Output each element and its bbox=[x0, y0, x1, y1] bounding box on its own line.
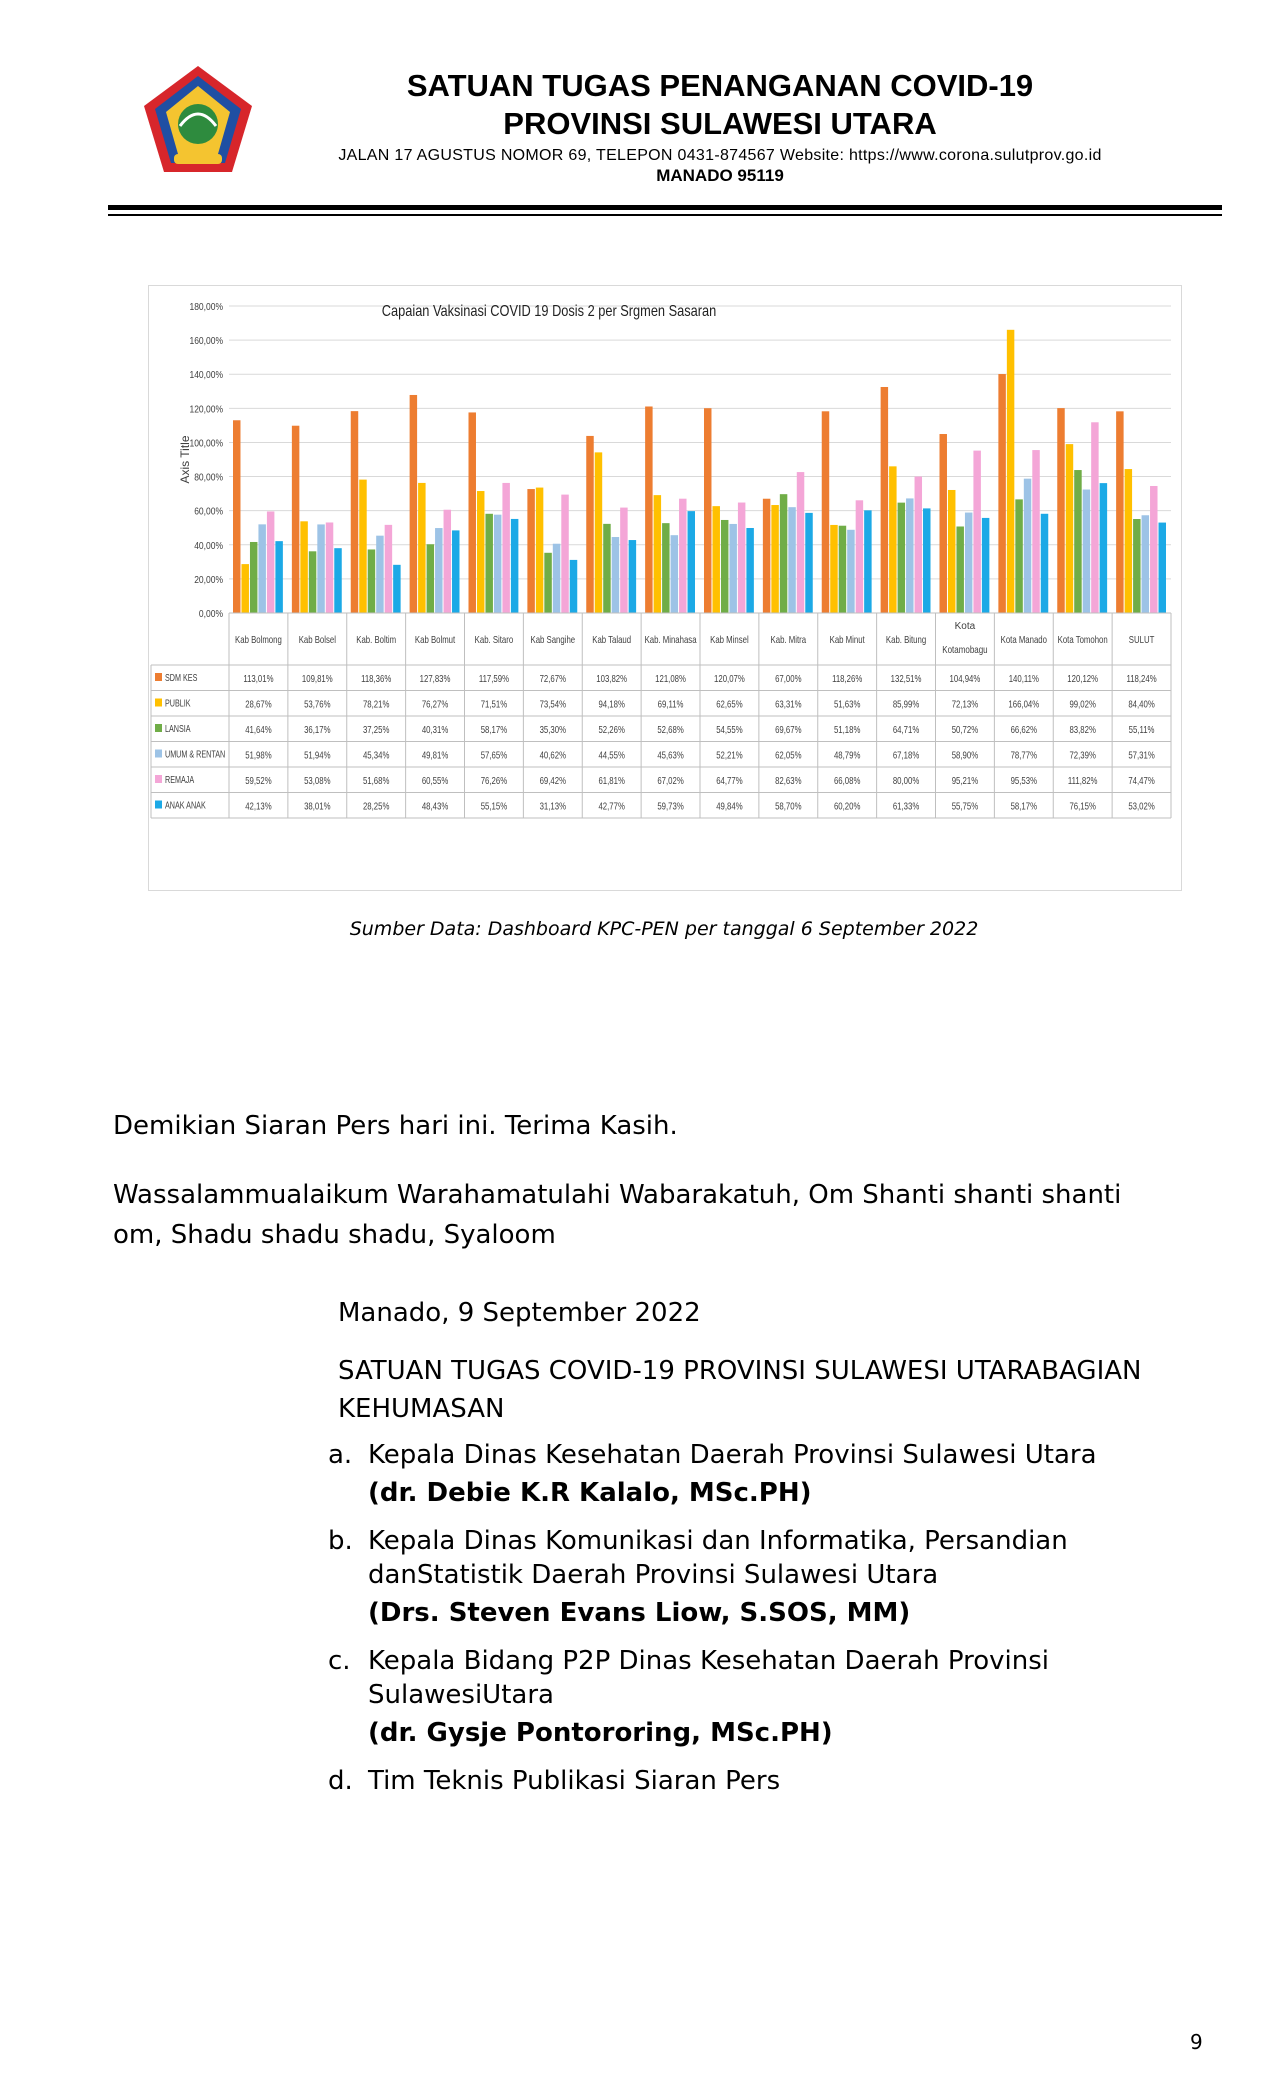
bar bbox=[1024, 479, 1031, 613]
y-tick-label: 180,00% bbox=[189, 301, 223, 313]
y-tick-label: 140,00% bbox=[189, 369, 223, 381]
x-tick-label: Kab Minut bbox=[829, 634, 865, 646]
data-label: 85,99% bbox=[892, 698, 920, 710]
data-label: 53,76% bbox=[304, 698, 331, 710]
list-item bbox=[320, 1644, 1180, 1750]
bar bbox=[1015, 499, 1022, 613]
bar bbox=[948, 490, 955, 613]
signatory-title: Kepala Dinas Komunikasi dan Informatika, Persandian danStatistik Daerah Provinsi Sulawesi Utara bbox=[368, 1526, 1068, 1590]
closing-paragraph: Demikian Siaran Pers hari ini. Terima Kasih. bbox=[113, 1111, 678, 1141]
bar bbox=[797, 472, 804, 613]
bar bbox=[1083, 490, 1090, 613]
data-label: 84,40% bbox=[1128, 698, 1155, 710]
legend-label: LANSIA bbox=[165, 722, 191, 735]
bar bbox=[275, 541, 282, 613]
data-label: 64,71% bbox=[892, 724, 920, 736]
bar bbox=[956, 526, 963, 613]
y-axis-label: Axis Title bbox=[178, 435, 192, 484]
data-label: 67,00% bbox=[775, 673, 802, 685]
data-label: 118,24% bbox=[1126, 673, 1157, 685]
bar bbox=[300, 521, 307, 613]
data-label: 67,18% bbox=[892, 749, 920, 761]
signatory-name: (dr. Debie K.R Kalalo, MSc.PH) bbox=[368, 1478, 812, 1508]
data-label: 59,73% bbox=[657, 800, 684, 812]
y-tick-label: 40,00% bbox=[194, 540, 223, 551]
x-tick-label: Kab Talaud bbox=[592, 634, 632, 646]
data-label: 51,68% bbox=[362, 775, 390, 787]
signatory-name: (dr. Gysje Pontororing, MSc.PH) bbox=[368, 1718, 833, 1748]
data-label: 69,42% bbox=[539, 775, 567, 787]
data-label: 104,94% bbox=[949, 673, 981, 685]
x-tick-label: Kota Tomohon bbox=[1057, 634, 1108, 646]
bar bbox=[721, 520, 728, 613]
agency-city: MANADO 95119 bbox=[656, 166, 784, 185]
data-label: 72,39% bbox=[1069, 749, 1096, 761]
bar bbox=[679, 499, 686, 613]
bar bbox=[805, 513, 812, 613]
data-label: 95,21% bbox=[951, 775, 979, 787]
legend-key bbox=[155, 724, 162, 732]
bar bbox=[965, 513, 972, 613]
x-tick-label: Kab. Mitra bbox=[770, 634, 807, 646]
data-label: 80,00% bbox=[892, 775, 920, 787]
data-label: 51,94% bbox=[304, 749, 331, 761]
bar bbox=[940, 434, 947, 613]
data-label: 61,81% bbox=[598, 775, 625, 787]
data-label: 45,63% bbox=[657, 749, 684, 761]
data-label: 69,67% bbox=[775, 724, 802, 736]
bar bbox=[427, 544, 434, 613]
agency-title: SATUAN TUGAS PENANGANAN COVID-19 bbox=[406, 68, 1034, 103]
bar bbox=[317, 524, 324, 613]
bar bbox=[410, 395, 417, 613]
data-label: 63,31% bbox=[775, 698, 802, 710]
bar bbox=[898, 503, 905, 613]
bar bbox=[712, 506, 719, 613]
bar bbox=[435, 528, 442, 613]
bar bbox=[376, 536, 383, 613]
data-label: 76,27% bbox=[421, 698, 449, 710]
data-label: 99,02% bbox=[1069, 698, 1096, 710]
data-label: 41,64% bbox=[245, 724, 272, 736]
list-marker: c. bbox=[328, 1646, 351, 1676]
vaccination-chart bbox=[148, 285, 1182, 891]
bar bbox=[1007, 330, 1014, 613]
list-item bbox=[320, 1438, 1180, 1510]
bar bbox=[1032, 450, 1039, 613]
greeting-paragraph: Wassalammualaikum Warahamatulahi Wabarakatuh, Om Shanti shanti shanti om, Shadu shadu shadu, Syaloom bbox=[113, 1180, 1122, 1250]
data-label: 51,98% bbox=[245, 749, 272, 761]
place-date: Manado, 9 September 2022 bbox=[338, 1298, 701, 1328]
data-label: 58,90% bbox=[951, 749, 979, 761]
list-marker: b. bbox=[328, 1526, 353, 1556]
data-label: 58,17% bbox=[1010, 800, 1038, 812]
x-tick-label: Kab. Bitung bbox=[885, 634, 927, 646]
data-label: 36,17% bbox=[304, 724, 331, 736]
data-label: 94,18% bbox=[598, 698, 625, 710]
bar bbox=[645, 406, 652, 613]
bar bbox=[998, 374, 1005, 613]
y-tick-label: 160,00% bbox=[189, 335, 223, 347]
data-label: 60,20% bbox=[833, 800, 861, 812]
signatory-title: Kepala Bidang P2P Dinas Kesehatan Daerah Provinsi SulawesiUtara bbox=[368, 1646, 1049, 1710]
bar bbox=[309, 551, 316, 613]
bar bbox=[923, 508, 930, 613]
data-label: 28,67% bbox=[245, 698, 272, 710]
data-label: 50,72% bbox=[951, 724, 979, 736]
data-label: 67,02% bbox=[657, 775, 684, 787]
data-label: 57,65% bbox=[480, 749, 508, 761]
bar bbox=[527, 489, 534, 613]
bar bbox=[746, 528, 753, 613]
signatory-name: (Drs. Steven Evans Liow, S.SOS, MM) bbox=[368, 1598, 911, 1628]
bar bbox=[973, 451, 980, 613]
data-label: 54,55% bbox=[716, 724, 743, 736]
legend-label: UMUM & RENTAN bbox=[165, 748, 226, 760]
y-tick-label: 120,00% bbox=[189, 403, 223, 415]
x-tick-label: Kab Minsel bbox=[710, 634, 749, 646]
bar bbox=[250, 542, 257, 613]
data-label: 58,70% bbox=[775, 800, 802, 812]
data-label: 51,18% bbox=[833, 724, 861, 736]
data-label: 35,30% bbox=[539, 724, 567, 736]
data-label: 48,43% bbox=[421, 800, 449, 812]
bar bbox=[586, 436, 593, 613]
data-label: 40,62% bbox=[539, 749, 567, 761]
data-label: 59,52% bbox=[245, 775, 272, 787]
provincial-emblem-icon bbox=[140, 62, 256, 178]
bar bbox=[511, 519, 518, 613]
bar bbox=[536, 488, 543, 613]
bar bbox=[1133, 519, 1140, 613]
bar bbox=[385, 525, 392, 613]
data-label: 118,26% bbox=[832, 673, 863, 685]
bar bbox=[1066, 444, 1073, 613]
bar bbox=[544, 553, 551, 613]
legend-label: SDM KES bbox=[165, 671, 198, 684]
bar bbox=[258, 524, 265, 613]
data-label: 113,01% bbox=[243, 673, 274, 685]
bar bbox=[267, 511, 274, 613]
data-label: 51,63% bbox=[833, 698, 861, 710]
bar bbox=[561, 495, 568, 613]
list-item bbox=[320, 1524, 1180, 1630]
legend-key bbox=[155, 750, 162, 758]
data-label: 42,13% bbox=[245, 800, 272, 812]
data-label: 37,25% bbox=[362, 724, 390, 736]
bar bbox=[729, 524, 736, 613]
legend-key bbox=[155, 775, 162, 783]
data-label: 62,65% bbox=[716, 698, 743, 710]
bar bbox=[502, 483, 509, 613]
bar bbox=[334, 548, 341, 613]
bar bbox=[570, 560, 577, 613]
bar bbox=[780, 494, 787, 613]
signatory-list bbox=[320, 1438, 1180, 1812]
bar bbox=[612, 537, 619, 613]
data-label: 31,13% bbox=[539, 800, 567, 812]
bar bbox=[469, 412, 476, 613]
list-marker: a. bbox=[328, 1440, 353, 1470]
data-label: 45,34% bbox=[362, 749, 390, 761]
bar bbox=[368, 549, 375, 613]
bar bbox=[241, 564, 248, 613]
bar bbox=[889, 466, 896, 613]
bar bbox=[1125, 469, 1132, 613]
bar bbox=[688, 511, 695, 613]
data-label: 52,68% bbox=[657, 724, 684, 736]
bar bbox=[494, 515, 501, 613]
data-label: 66,62% bbox=[1010, 724, 1038, 736]
data-label: 49,84% bbox=[716, 800, 743, 812]
source-note: Sumber Data: Dashboard KPC-PEN per tanggal 6 September 2022 bbox=[349, 918, 979, 940]
data-label: 55,15% bbox=[480, 800, 508, 812]
bar bbox=[603, 524, 610, 613]
data-label: 48,79% bbox=[833, 749, 861, 761]
bar bbox=[485, 514, 492, 613]
bar bbox=[359, 480, 366, 613]
data-label: 40,31% bbox=[421, 724, 449, 736]
data-label: 69,11% bbox=[657, 698, 684, 710]
agency-address: JALAN 17 AGUSTUS NOMOR 69, TELEPON 0431-874567 Website: https://www.corona.sulutprov.go.id bbox=[338, 147, 1102, 164]
bar bbox=[595, 452, 602, 613]
data-label: 52,21% bbox=[716, 749, 743, 761]
bar bbox=[393, 565, 400, 613]
x-tick-label: Kotamobagu bbox=[942, 644, 988, 656]
data-label: 76,26% bbox=[480, 775, 508, 787]
bar bbox=[553, 544, 560, 613]
x-tick-label: Kab. Minahasa bbox=[644, 634, 697, 646]
data-label: 58,17% bbox=[480, 724, 508, 736]
header-rule-thick bbox=[108, 205, 1222, 210]
bar bbox=[915, 477, 922, 613]
bar bbox=[1074, 470, 1081, 613]
x-tick-label: Kab Sangihe bbox=[530, 634, 576, 646]
bar bbox=[1041, 514, 1048, 613]
data-label: 118,36% bbox=[361, 673, 392, 685]
bar bbox=[864, 510, 871, 613]
x-tick-label: Kab Bolsel bbox=[298, 634, 336, 646]
bar bbox=[444, 510, 451, 613]
x-tick-label: Kab Bolmong bbox=[235, 634, 282, 646]
bar bbox=[704, 408, 711, 613]
legend-key bbox=[155, 699, 162, 707]
chart-svg bbox=[149, 286, 1181, 890]
data-label: 76,15% bbox=[1069, 800, 1096, 812]
header-rule-thin bbox=[108, 214, 1222, 216]
data-label: 111,82% bbox=[1067, 775, 1098, 787]
legend-label: PUBLIK bbox=[165, 697, 191, 709]
bar bbox=[1116, 411, 1123, 613]
data-label: 166,04% bbox=[1008, 698, 1040, 710]
legend-key bbox=[155, 673, 162, 681]
legend-key bbox=[155, 801, 162, 809]
bar bbox=[477, 491, 484, 613]
data-label: 38,01% bbox=[304, 800, 331, 812]
bar bbox=[856, 500, 863, 613]
bar bbox=[654, 495, 661, 613]
bar bbox=[452, 530, 459, 613]
x-tick-label: Kab. Boltim bbox=[356, 634, 397, 646]
y-tick-label: 100,00% bbox=[189, 437, 223, 449]
y-tick-label: 80,00% bbox=[194, 471, 223, 483]
signatory-title: Kepala Dinas Kesehatan Daerah Provinsi Sulawesi Utara bbox=[368, 1440, 1097, 1470]
x-tick-label: Kota Manado bbox=[1000, 634, 1047, 646]
data-label: 117,59% bbox=[478, 673, 510, 685]
y-tick-label: 20,00% bbox=[194, 574, 223, 586]
data-label: 78,21% bbox=[362, 698, 390, 710]
bar bbox=[629, 540, 636, 613]
bar bbox=[1091, 422, 1098, 613]
bar bbox=[1159, 523, 1166, 613]
data-label: 55,11% bbox=[1128, 724, 1155, 736]
data-label: 52,26% bbox=[598, 724, 625, 736]
page-number: 9 bbox=[1190, 2030, 1203, 2054]
data-label: 78,77% bbox=[1010, 749, 1038, 761]
bar bbox=[830, 525, 837, 613]
bar bbox=[233, 420, 240, 613]
legend-label: REMAJA bbox=[165, 773, 195, 786]
bar bbox=[1057, 408, 1064, 613]
data-label: 109,81% bbox=[301, 673, 333, 685]
data-label: 72,13% bbox=[951, 698, 979, 710]
bar bbox=[847, 530, 854, 613]
data-label: 82,63% bbox=[775, 775, 802, 787]
signatory-title: Tim Teknis Publikasi Siaran Pers bbox=[368, 1766, 781, 1796]
bar bbox=[763, 499, 770, 613]
data-label: 120,12% bbox=[1067, 673, 1099, 685]
x-tick-label: Kab Bolmut bbox=[414, 634, 456, 646]
bar bbox=[662, 523, 669, 613]
data-label: 61,33% bbox=[892, 800, 920, 812]
bar bbox=[671, 535, 678, 613]
data-label: 71,51% bbox=[480, 698, 508, 710]
x-tick-label: SULUT bbox=[1128, 634, 1155, 646]
bar bbox=[418, 483, 425, 613]
bar bbox=[292, 426, 299, 613]
data-label: 66,08% bbox=[833, 775, 861, 787]
data-label: 42,77% bbox=[598, 800, 625, 812]
agency-subtitle: PROVINSI SULAWESI UTARA bbox=[503, 106, 937, 141]
bar bbox=[326, 522, 333, 613]
bar bbox=[1142, 515, 1149, 613]
data-label: 62,05% bbox=[775, 749, 802, 761]
bar bbox=[881, 387, 888, 613]
signature-organization: SATUAN TUGAS COVID-19 PROVINSI SULAWESI UTARABAGIAN KEHUMASAN bbox=[338, 1356, 1142, 1424]
data-label: 64,77% bbox=[716, 775, 743, 787]
data-label: 44,55% bbox=[598, 749, 625, 761]
bar bbox=[1150, 486, 1157, 613]
data-label: 83,82% bbox=[1069, 724, 1096, 736]
data-label: 132,51% bbox=[890, 673, 922, 685]
data-label: 72,67% bbox=[539, 673, 567, 685]
data-label: 53,08% bbox=[304, 775, 331, 787]
data-label: 55,75% bbox=[951, 800, 979, 812]
bar bbox=[906, 498, 913, 613]
data-label: 28,25% bbox=[362, 800, 390, 812]
bar bbox=[1100, 483, 1107, 613]
y-tick-label: 0,00% bbox=[198, 608, 223, 620]
list-item bbox=[320, 1764, 1180, 1798]
bar bbox=[839, 526, 846, 613]
data-label: 74,47% bbox=[1128, 775, 1155, 787]
data-label: 60,55% bbox=[421, 775, 449, 787]
chart-title: Capaian Vaksinasi COVID 19 Dosis 2 per Srgmen Sasaran bbox=[381, 302, 717, 321]
data-label: 121,08% bbox=[655, 673, 686, 685]
y-tick-label: 60,00% bbox=[194, 506, 223, 517]
bar bbox=[822, 411, 829, 613]
list-marker: d. bbox=[328, 1766, 353, 1796]
bar bbox=[771, 505, 778, 613]
bar bbox=[788, 507, 795, 613]
data-label: 95,53% bbox=[1010, 775, 1038, 787]
data-label: 53,02% bbox=[1128, 800, 1155, 812]
bar bbox=[351, 411, 358, 613]
data-label: 120,07% bbox=[714, 673, 745, 685]
data-label: 140,11% bbox=[1008, 673, 1039, 685]
data-label: 57,31% bbox=[1128, 749, 1155, 761]
data-label: 73,54% bbox=[539, 698, 567, 710]
data-label: 49,81% bbox=[421, 749, 449, 761]
legend-label: ANAK ANAK bbox=[165, 799, 206, 811]
bar bbox=[738, 503, 745, 613]
x-tick-label: Kota bbox=[954, 621, 976, 632]
bar bbox=[620, 508, 627, 613]
data-label: 103,82% bbox=[596, 673, 628, 685]
data-label: 127,83% bbox=[419, 673, 451, 685]
bar bbox=[982, 518, 989, 613]
x-tick-label: Kab. Sitaro bbox=[474, 634, 514, 646]
